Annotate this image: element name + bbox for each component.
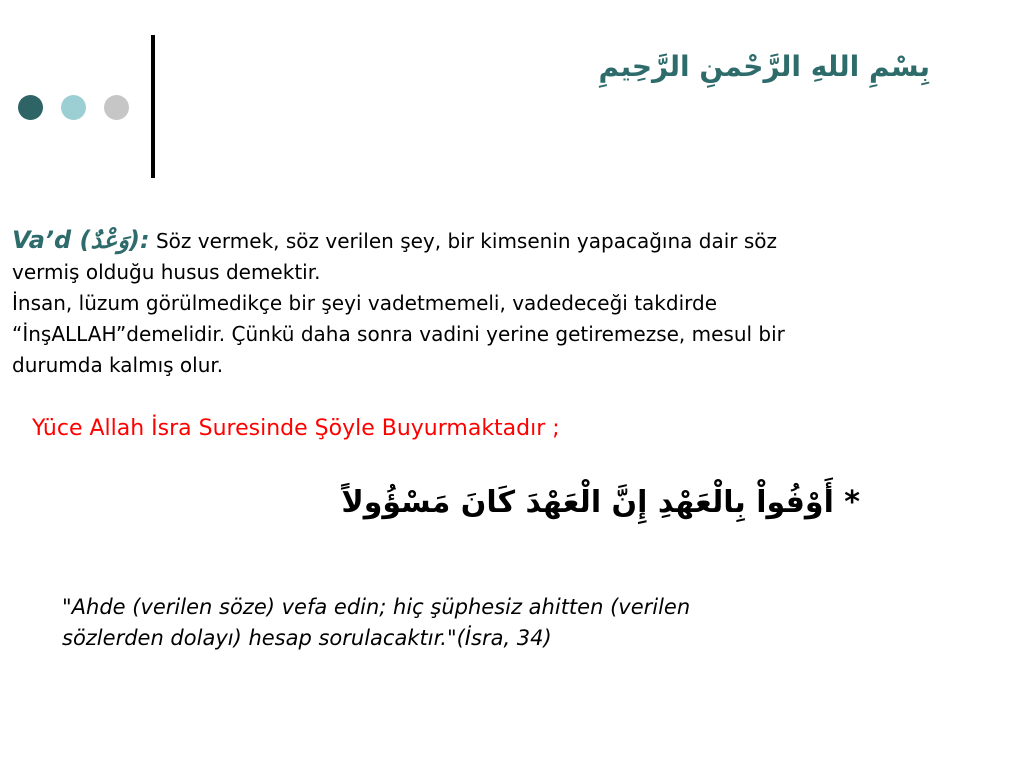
translation-line-1: "Ahde (verilen söze) vefa edin; hiç şüphesiz ahitten (verilen bbox=[62, 595, 691, 619]
definition-line-2: vermiş olduğu husus demektir. bbox=[12, 260, 321, 284]
vertical-divider bbox=[151, 35, 155, 178]
definition-term: Va’d (وَعْدٌ): bbox=[12, 226, 150, 254]
definition-line-4: “İnşALLAH”demelidir. Çünkü daha sonra vadini yerine getiremezse, mesul bir bbox=[12, 322, 785, 346]
arabic-verse: * أَوْفُواْ بِالْعَهْدِ إِنَّ الْعَهْدَ كَانَ مَسْؤُولاً bbox=[341, 485, 860, 520]
decorative-dot-gray bbox=[104, 95, 129, 120]
definition-line-3: İnsan, lüzum görülmedikçe bir şeyi vadetmemeli, vadedeceği takdirde bbox=[12, 291, 717, 315]
definition-line-1: Söz vermek, söz verilen şey, bir kimsenin yapacağına dair söz bbox=[149, 229, 777, 253]
translation-line-2: sözlerden dolayı) hesap sorulacaktır."(İsra, 34) bbox=[62, 626, 552, 650]
definition-block bbox=[12, 225, 1012, 381]
section-heading: Yüce Allah İsra Suresinde Şöyle Buyurmaktadır ; bbox=[32, 416, 560, 441]
basmala-title: بِسْمِ اللهِ الرَّحْمنِ الرَّحِيمِ bbox=[598, 50, 930, 83]
verse-translation bbox=[62, 592, 902, 654]
definition-line-5: durumda kalmış olur. bbox=[12, 353, 224, 377]
decorative-dot-light bbox=[61, 95, 86, 120]
decorative-dot-dark bbox=[18, 95, 43, 120]
